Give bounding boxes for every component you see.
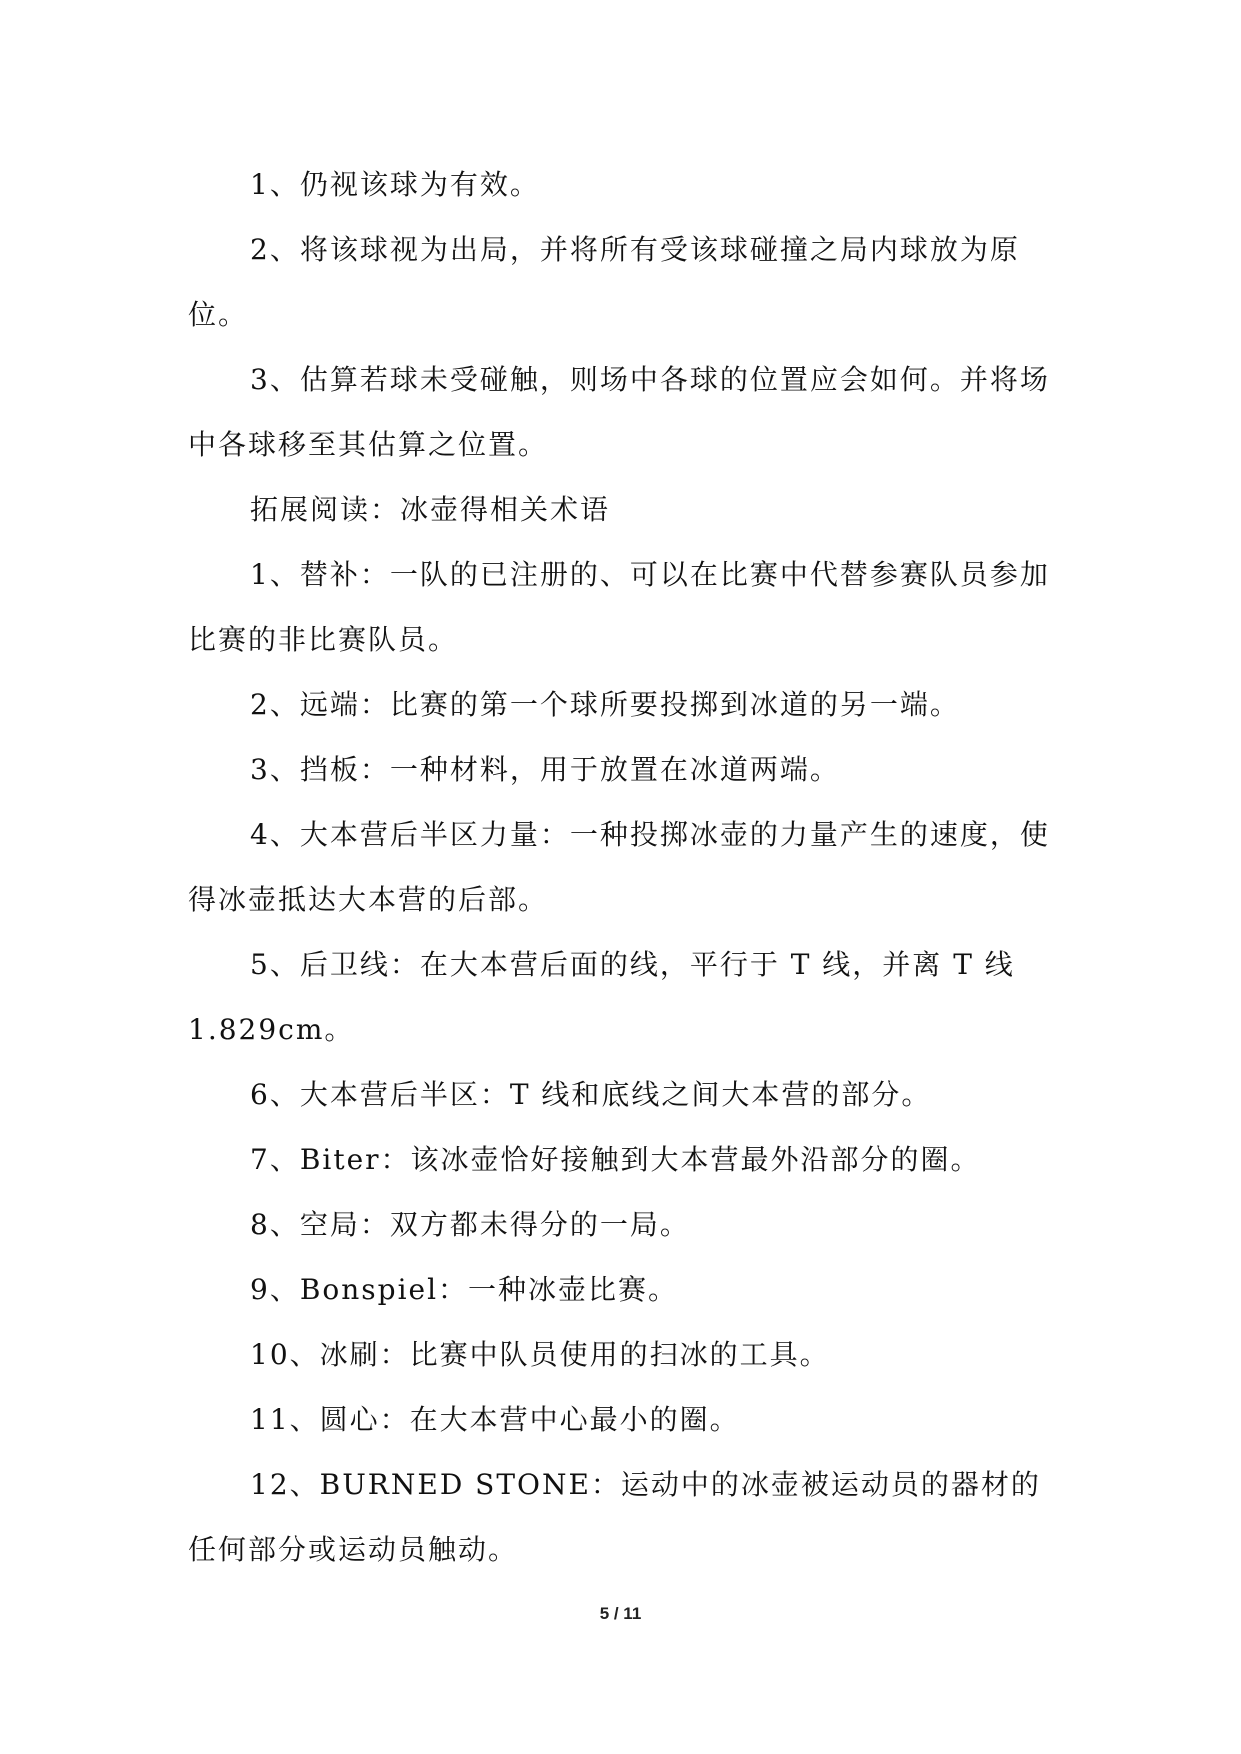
term-far-end: 2、远端：比赛的第一个球所要投掷到冰道的另一端。 [250, 688, 960, 721]
term-substitute: 1、替补：一队的已注册的、可以在比赛中代替参赛队员参加比赛的非比赛队员。 [188, 558, 1050, 656]
term-biter: 7、Biter：该冰壶恰好接触到大本营最外沿部分的圈。 [250, 1143, 981, 1176]
paragraph-rule-1: 1、仍视该球为有效。 [250, 168, 540, 201]
page-content [188, 152, 1050, 1582]
term-back-house: 6、大本营后半区：T 线和底线之间大本营的部分。 [250, 1078, 932, 1111]
paragraph-rule-3: 3、估算若球未受碰触，则场中各球的位置应会如何。并将场中各球移至其估算之位置。 [188, 363, 1050, 461]
paragraph-rule-2: 2、将该球视为出局，并将所有受该球碰撞之局内球放为原位。 [188, 233, 1020, 331]
page-number: 5 / 11 [599, 1604, 642, 1623]
term-broom: 10、冰刷：比赛中队员使用的扫冰的工具。 [250, 1338, 830, 1371]
term-blank-end: 8、空局：双方都未得分的一局。 [250, 1208, 690, 1241]
term-back-house-weight: 4、大本营后半区力量：一种投掷冰壶的力量产生的速度，使得冰壶抵达大本营的后部。 [188, 818, 1050, 916]
term-board: 3、挡板：一种材料，用于放置在冰道两端。 [250, 753, 840, 786]
section-heading-extended-reading: 拓展阅读：冰壶得相关术语 [250, 493, 611, 526]
term-burned-stone: 12、BURNED STONE：运动中的冰壶被运动员的器材的任何部分或运动员触动。 [188, 1468, 1041, 1566]
term-back-line: 5、后卫线：在大本营后面的线，平行于 T 线，并离 T 线 1.829cm。 [188, 948, 1015, 1046]
term-bonspiel: 9、Bonspiel：一种冰壶比赛。 [250, 1273, 679, 1306]
term-button: 11、圆心：在大本营中心最小的圈。 [250, 1403, 740, 1436]
